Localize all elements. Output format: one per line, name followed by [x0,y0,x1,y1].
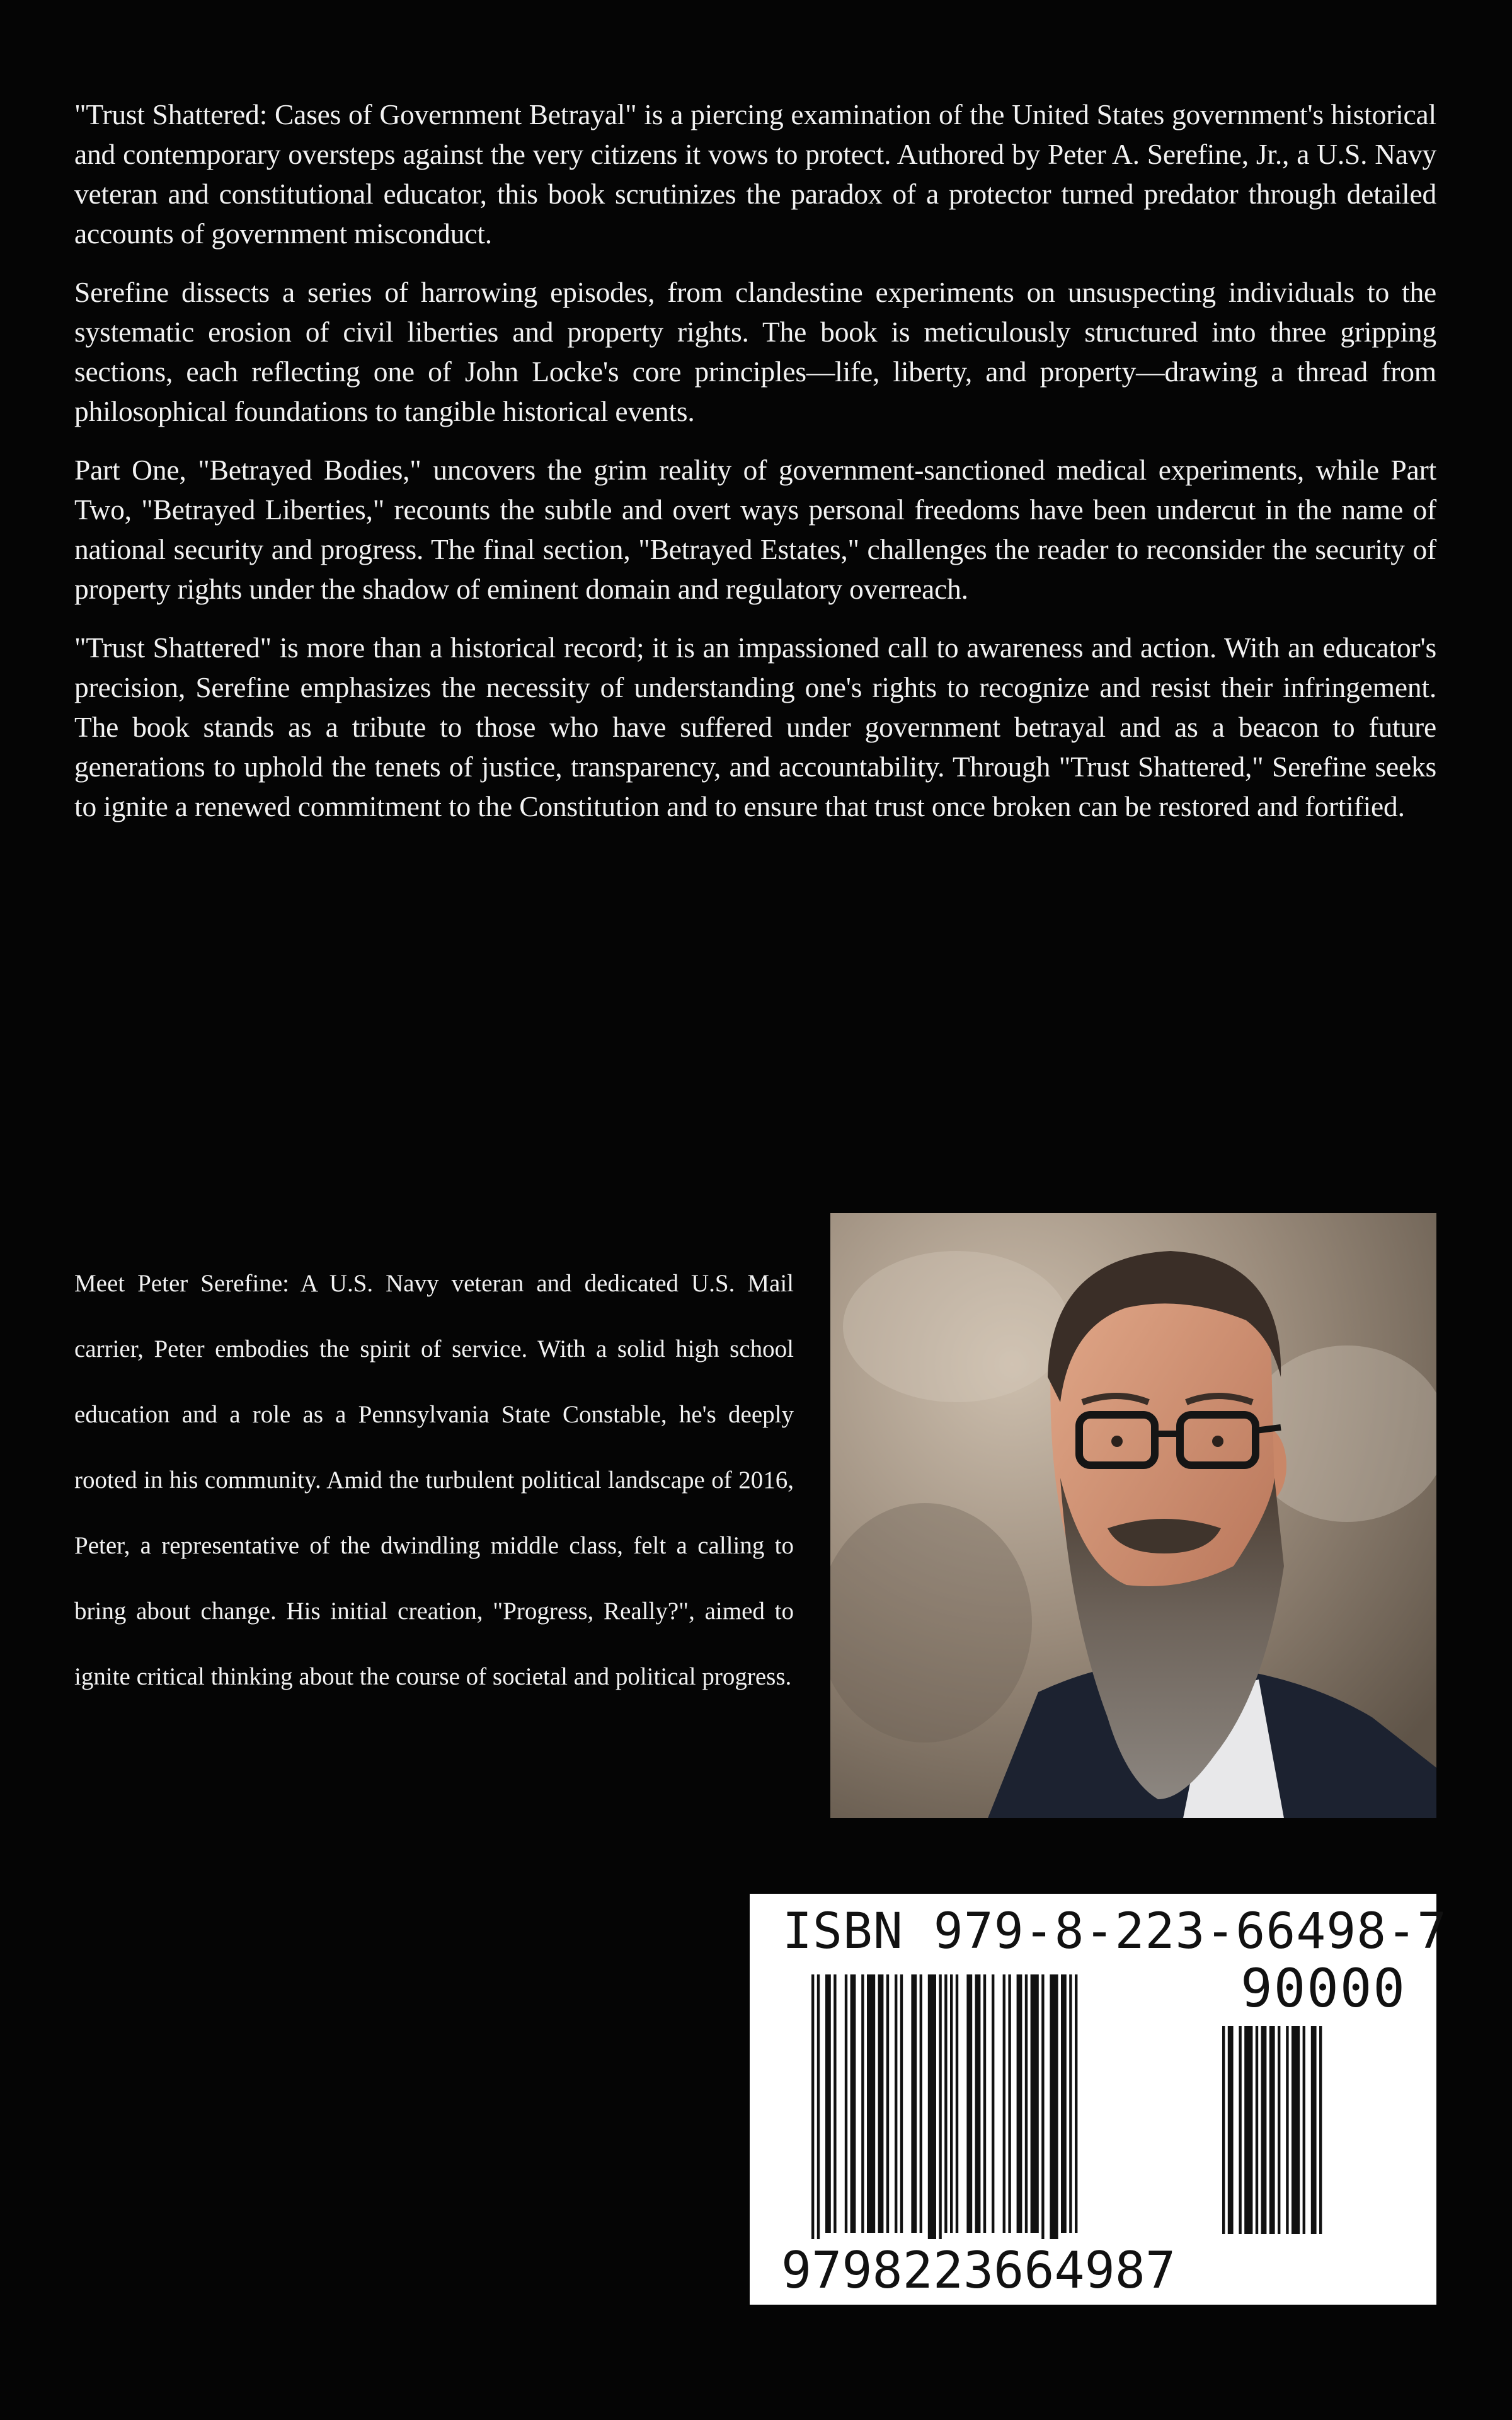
barcode-bar [928,1974,936,2245]
barcode-bar [920,1974,922,2233]
barcode-bar [983,1974,986,2233]
barcode-bar [1008,1974,1011,2233]
barcode-bar [1017,1974,1022,2233]
back-cover-blurb [74,95,1436,845]
barcode-bar [825,1974,831,2233]
author-portrait-illustration [830,1213,1436,1818]
barcode-bar [878,1974,884,2233]
blurb-paragraph-1: "Trust Shattered: Cases of Government Betrayal" is a piercing examination of the United States government's historical and contemporary oversteps against the very citizens it vows to protect. Authored by Peter A. Serefine, Jr., a U.S. Navy veteran and constitutional educator, this book scrutinizes the paradox of a protector turned predator through detailed accounts of government misconduct. [74,98,1436,250]
barcode-bar [845,1974,847,2233]
ean-digits: 9798223664987 [781,2239,1179,2302]
barcode-bar [1239,2026,1241,2234]
author-portrait [830,1213,1436,1818]
barcode-bar [1303,2026,1305,2234]
barcode-bar [1031,1974,1039,2233]
barcode-bar [956,1974,958,2233]
price-code: 90000 [1240,1957,1406,2019]
barcode-bar [1311,2026,1317,2234]
barcode-bar [867,1974,875,2233]
blurb-paragraph-2: Serefine dissects a series of harrowing episodes, from clandestine experiments on unsuspecting individuals to the systematic erosion of civil liberties and property rights. The book is meticulously structured into three gripping sections, each reflecting one of John Locke's core principles—life, liberty, and property—drawing a thread from philosophical foundations to tangible historical events. [74,276,1436,427]
barcode-bar [1269,2026,1275,2234]
barcode-bar [1069,1974,1072,2233]
barcode-bar [911,1974,917,2233]
barcode-bar [1228,2026,1234,2234]
barcode-bar [833,1974,836,2233]
barcode-bar [992,1974,994,2233]
barcode-bar [1003,1974,1005,2233]
isbn-barcode [750,1894,1448,2305]
barcode-bar [975,1974,981,2233]
barcode-bar [811,1974,814,2245]
barcode-bar [1261,2026,1267,2234]
barcode-bar [1244,2026,1252,2234]
barcode-bar [1075,1974,1077,2233]
barcode-bar [1050,1974,1058,2245]
barcode-bar [966,1974,972,2233]
barcode-bar [861,1974,864,2233]
barcode-bar [850,1974,856,2233]
blurb-paragraph-4: "Trust Shattered" is more than a historical record; it is an impassioned call to awareness and action. With an educator's precision, Serefine emphasizes the necessity of understanding one's rights to recognize and resist their infringement. The book stands as a tribute to those who have suffered under government betrayal and as a beacon to future generations to uphold the tenets of justice, transparency, and accountability. Through "Trust Shattered," Serefine seeks to ignite a renewed commitment to the Constitution and to ensure that trust once broken can be restored and fortified. [74,631,1436,822]
barcode-bar [1222,2026,1225,2234]
addon-bars [1222,2026,1405,2250]
author-bio: Meet Peter Serefine: A U.S. Navy veteran and dedicated U.S. Mail carrier, Peter embodies the spirit of service. With a solid high school education and a role as a Pennsylvania State Constable, he's deeply rooted in his community. Amid the turbulent political landscape of 2016, Peter, a representative of the dwindling middle class, felt a calling to bring about change. His initial creation, "Progress, Really?", aimed to ignite critical thinking about the course of societal and political progress. [74,1270,794,1690]
barcode-bar [900,1974,903,2233]
barcode-bar [886,1974,889,2233]
barcode-bar [950,1974,953,2233]
barcode-bar [939,1974,941,2245]
barcode-bar [944,1974,947,2233]
barcode-bar [1319,2026,1322,2234]
barcode-bar [1041,1974,1044,2245]
barcode-bar [1278,2026,1280,2234]
blurb-paragraph-3: Part One, "Betrayed Bodies," uncovers the grim reality of government-sanctioned medical experiments, while Part Two, "Betrayed Liberties," recounts the subtle and overt ways personal freedoms have been undercut in the name of national security and progress. The final section, "Betrayed Estates," challenges the reader to reconsider the security of property rights under the shadow of eminent domain and regulatory overreach. [74,454,1436,605]
barcode-bar [1292,2026,1300,2234]
barcode-bar [817,1974,820,2245]
barcode-bar [1256,2026,1258,2234]
barcode-bar [1025,1974,1028,2233]
barcode-bar [895,1974,897,2233]
barcode-bar [1061,1974,1067,2233]
isbn-label: ISBN 979-8-223-66498-7 [782,1903,1448,1960]
barcode-bar [1286,2026,1288,2234]
ean-bars [811,1974,1139,2252]
